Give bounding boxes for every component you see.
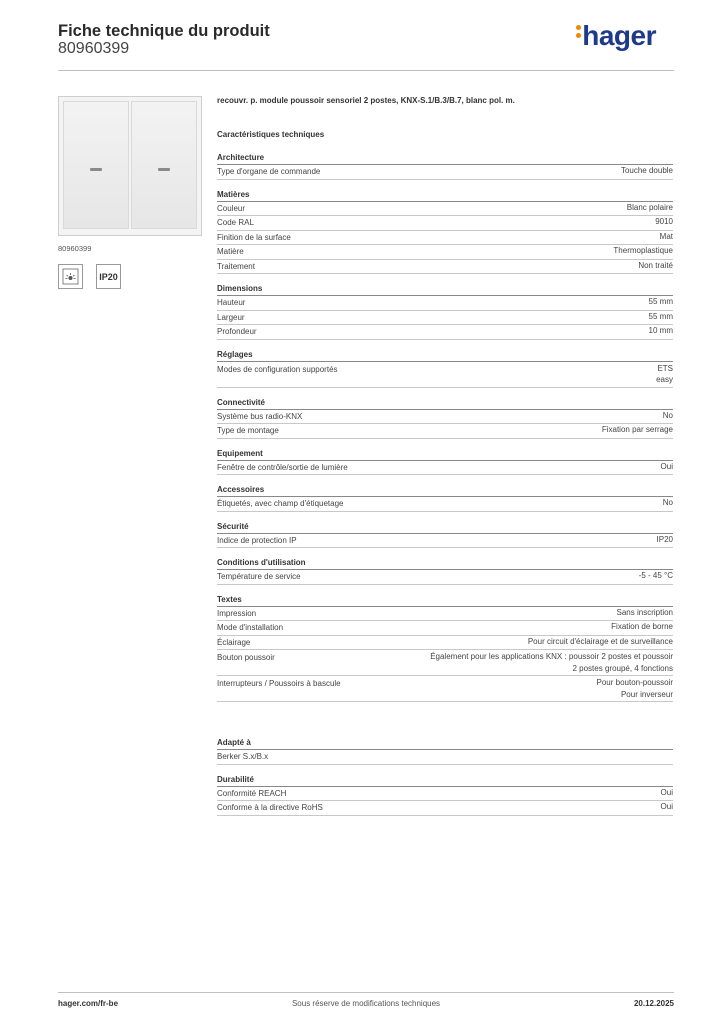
spec-label: Type de montage	[217, 426, 279, 435]
spec-value-line: Touche double	[620, 166, 673, 175]
spec-value-line: IP20	[656, 534, 673, 544]
spec-value-line: 55 mm	[648, 297, 673, 306]
spec-label: Largeur	[217, 312, 245, 322]
spec-label: Conformité REACH	[217, 788, 287, 798]
spec-value-line: Sans inscription	[616, 607, 673, 617]
section-spacer	[217, 711, 673, 737]
spec-value-line: Pour circuit d'éclairage et de surveillance	[527, 636, 673, 646]
spec-section	[217, 737, 673, 765]
spec-section	[217, 774, 673, 816]
spec-value	[655, 216, 673, 230]
rocker-left	[63, 101, 129, 229]
section-title: Réglages	[217, 349, 673, 362]
spec-value	[639, 570, 673, 584]
spec-row	[217, 497, 673, 512]
spec-label: Température de service	[217, 572, 301, 581]
led-indicator	[90, 168, 102, 171]
spec-label: Interrupteurs / Poussoirs à bascule	[217, 679, 341, 688]
spec-value	[657, 534, 673, 548]
spec-label: Mode d'installation	[217, 623, 284, 632]
spec-label: Indice de protection IP	[217, 535, 297, 545]
spec-row	[217, 534, 673, 549]
spec-value-line: No	[662, 410, 673, 420]
spec-value	[649, 296, 673, 310]
spec-label: Finition de la surface	[217, 232, 291, 242]
spec-value-line: 55 mm	[648, 311, 673, 321]
spec-row	[217, 165, 673, 180]
spec-value-line: 9010	[655, 217, 673, 226]
page-footer	[58, 992, 674, 1013]
section-title: Dimensions	[217, 283, 673, 296]
spec-row	[217, 231, 673, 246]
spec-value-line: Non traité	[638, 260, 673, 270]
spec-value	[663, 410, 673, 424]
spec-row	[217, 424, 673, 439]
spec-label: Éclairage	[217, 637, 251, 647]
spec-value-line: 2 postes groupé, 4 fonctions	[572, 663, 673, 673]
spec-label: Hauteur	[217, 298, 246, 307]
spec-sections-after	[217, 737, 673, 816]
section-title: Accessoires	[217, 484, 673, 497]
spec-value	[661, 461, 673, 475]
spec-row	[217, 311, 673, 326]
spec-row	[217, 410, 673, 425]
spec-value	[602, 424, 673, 438]
spec-row	[217, 216, 673, 231]
section-title: Adapté à	[217, 737, 673, 750]
spec-row	[217, 325, 673, 340]
section-title: Conditions d'utilisation	[217, 557, 673, 570]
led-indicator	[158, 168, 170, 171]
rocker-right	[131, 101, 197, 229]
spec-row	[217, 245, 673, 260]
spec-row	[217, 636, 673, 651]
spec-value	[597, 677, 674, 700]
spec-value-line: -5 - 45 °C	[638, 571, 673, 580]
spec-row	[217, 787, 673, 802]
spec-value	[617, 607, 673, 621]
spec-value-line: Mat	[659, 231, 673, 241]
spec-section	[217, 283, 673, 340]
spec-label: Fenêtre de contrôle/sortie de lumière	[217, 462, 348, 472]
product-description: recouvr. p. module poussoir sensoriel 2 postes, KNX-S.1/B.3/B.7, blanc pol. m.	[217, 96, 515, 105]
spec-row	[217, 607, 673, 622]
spec-row	[217, 750, 673, 765]
document-title: Fiche technique du produit	[58, 22, 270, 40]
spec-value-line: Oui	[660, 802, 673, 811]
logo-text: hager	[582, 20, 656, 51]
section-title: Matières	[217, 189, 673, 202]
spec-value-line: Pour bouton-poussoir	[596, 678, 673, 687]
footer-website: hager.com/fr-be	[58, 999, 119, 1008]
section-title: Connectivité	[217, 397, 673, 410]
spec-value-line: Oui	[660, 787, 673, 797]
section-title: Textes	[217, 594, 673, 607]
light-window-icon-svg	[62, 268, 79, 285]
spec-section	[217, 521, 673, 549]
spec-row	[217, 621, 673, 636]
spec-value	[649, 311, 673, 325]
spec-section	[217, 557, 673, 585]
spec-label: Modes de configuration supportés	[217, 364, 338, 374]
spec-row	[217, 362, 673, 388]
spec-label: Type d'organe de commande	[217, 167, 321, 176]
spec-label: Profondeur	[217, 327, 257, 336]
spec-label: Impression	[217, 608, 257, 618]
spec-value	[649, 325, 673, 339]
spec-section	[217, 189, 673, 275]
spec-value-line: Thermoplastique	[613, 246, 673, 255]
light-window-icon	[58, 264, 83, 289]
footer-notice: Sous réserve de modifications techniques	[291, 999, 441, 1008]
spec-value-line: Fixation de borne	[611, 622, 673, 631]
spec-value	[613, 245, 673, 259]
spec-row	[217, 801, 673, 816]
spec-value-line: ETS	[657, 363, 673, 373]
image-caption: 80960399	[58, 244, 92, 253]
spec-value	[528, 636, 673, 650]
spec-label: Matière	[217, 247, 244, 256]
spec-label: Étiquetés, avec champ d'étiquetage	[217, 499, 344, 508]
spec-section	[217, 397, 673, 439]
product-reference: 80960399	[58, 40, 130, 57]
spec-section	[217, 448, 673, 476]
spec-value	[621, 165, 673, 179]
spec-section	[217, 594, 673, 703]
characteristics-title: Caractéristiques techniques	[217, 130, 325, 139]
spec-label: Code RAL	[217, 218, 254, 227]
spec-label: Couleur	[217, 203, 246, 213]
spec-value	[661, 801, 673, 815]
section-title: Sécurité	[217, 521, 673, 534]
spec-value	[663, 497, 673, 511]
spec-sections	[217, 152, 673, 702]
spec-section	[217, 349, 673, 388]
spec-row	[217, 202, 673, 217]
section-title: Equipement	[217, 448, 673, 461]
spec-row	[217, 296, 673, 311]
spec-label: Berker S.x/B.x	[217, 752, 269, 761]
spec-value	[430, 651, 673, 674]
hager-logo	[576, 20, 656, 52]
section-title: Architecture	[217, 152, 673, 165]
spec-row	[217, 676, 673, 702]
spec-value-line: Également pour les applications KNX : poussoir 2 postes et poussoir	[430, 652, 673, 661]
spec-section	[217, 484, 673, 512]
spec-value-line: Oui	[660, 461, 673, 471]
spec-label: Système bus radio-KNX	[217, 411, 303, 421]
page-header	[58, 20, 674, 71]
spec-value-line: Blanc polaire	[626, 202, 673, 212]
spec-section	[217, 152, 673, 180]
spec-label: Conforme à la directive RoHS	[217, 803, 323, 812]
spec-value	[638, 260, 673, 274]
spec-value	[627, 202, 673, 216]
footer-date: 20.12.2025	[633, 999, 674, 1008]
spec-value-line: Fixation par serrage	[601, 425, 673, 434]
spec-value-line: 10 mm	[648, 326, 673, 335]
product-image	[58, 96, 202, 236]
spec-label: Traitement	[217, 261, 255, 271]
spec-label: Bouton poussoir	[217, 653, 275, 662]
logo-dots-icon	[576, 22, 582, 41]
section-title: Durabilité	[217, 774, 673, 787]
ip-rating-badge: IP20	[96, 264, 121, 289]
spec-value-line: Pour inverseur	[620, 689, 673, 699]
spec-value	[656, 363, 673, 386]
spec-value-line: easy	[656, 375, 673, 384]
spec-row	[217, 570, 673, 585]
spec-row	[217, 461, 673, 476]
spec-value	[611, 621, 673, 635]
spec-content	[217, 96, 673, 825]
spec-value	[661, 787, 673, 801]
spec-value	[660, 231, 673, 245]
spec-row	[217, 260, 673, 275]
spec-value-line: No	[662, 498, 673, 507]
spec-row	[217, 650, 673, 676]
